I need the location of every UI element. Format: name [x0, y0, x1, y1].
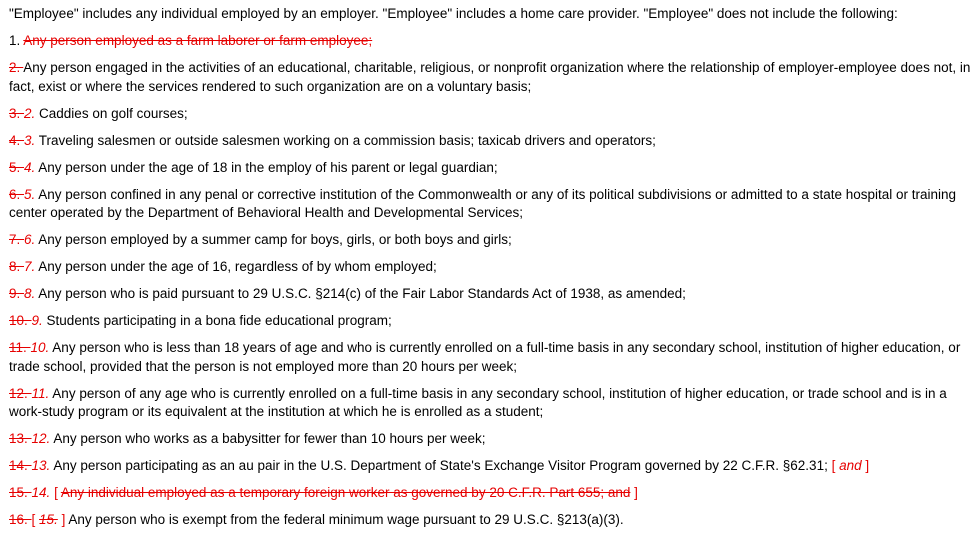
- text-segment-bracket: ]: [861, 458, 870, 473]
- text-segment-del: 3.: [9, 105, 25, 121]
- text-segment-del: 12.: [9, 385, 32, 401]
- text-segment-plain: Any person who is paid pursuant to 29 U.S.C. §214(c) of the Fair Labor Standards Act of 1938, as amended;: [35, 286, 686, 301]
- text-segment-del: 16.: [9, 512, 32, 527]
- text-segment-ins: 7.: [24, 259, 36, 274]
- text-segment-plain: Any person employed by a summer camp for boys, girls, or both boys and girls;: [35, 232, 512, 247]
- item-5: [9, 159, 971, 178]
- text-segment-del: 2.: [9, 60, 24, 75]
- text-segment-bracket: [: [31, 512, 40, 527]
- text-segment-del: 8.: [9, 259, 25, 274]
- text-segment-bracket: ]: [630, 485, 638, 500]
- text-segment-del: 13.: [9, 431, 32, 446]
- text-segment-del: 7.: [9, 232, 25, 247]
- text-segment-ins: 6.: [24, 232, 36, 247]
- text-segment-ins: 2.: [24, 105, 36, 121]
- text-segment-ins: 4.: [24, 159, 36, 175]
- text-segment-plain: Any person engaged in the activities of an educational, charitable, religious, or nonprofit organization where the relationship of employer-employee does not, in fact, exist or where the services rendered to such organization are on a voluntary basis;: [9, 60, 971, 94]
- item-7: [9, 231, 971, 250]
- text-segment-plain: "Employee" includes any individual employed by an employer. "Employee" includes a home care provider. "Employee" does not include the following:: [9, 6, 898, 21]
- text-segment-del: Any person employed as a farm laborer or farm employee;: [23, 33, 373, 48]
- text-segment-plain: Traveling salesmen or outside salesmen working on a commission basis; taxicab drivers and operators;: [35, 132, 656, 148]
- item-9: [9, 285, 971, 304]
- text-segment-ins: 13.: [31, 458, 51, 473]
- item-3: [9, 105, 971, 124]
- text-segment-del: 4.: [9, 132, 25, 148]
- text-segment-del: 11.: [9, 340, 31, 355]
- text-segment-del: 14.: [9, 458, 32, 473]
- text-segment-plain: Any person confined in any penal or corrective institution of the Commonwealth or any of its political subdivisions or admitted to a state hospital or training center operated by the Department of Behavioral Health and Developmental Services;: [9, 186, 957, 220]
- text-segment-del: 15.: [9, 485, 32, 500]
- text-segment-ins: 14.: [31, 485, 51, 500]
- text-segment-ins-del: 15.: [39, 512, 58, 527]
- text-segment-plain: Caddies on golf courses;: [35, 105, 188, 121]
- text-segment-plain: Any person participating as an au pair in the U.S. Department of State's Exchange Visitor Program governed by 22 C.F.R. §62.31;: [50, 458, 832, 473]
- text-segment-ins: 5.: [24, 186, 36, 202]
- text-segment-ins: and: [839, 458, 862, 473]
- text-segment-plain: Any person under the age of 16, regardless of by whom employed;: [35, 259, 437, 274]
- text-segment-plain: Any person who is exempt from the federal minimum wage pursuant to 29 U.S.C. §213(a)(3).: [68, 512, 624, 527]
- text-segment-plain: Students participating in a bona fide educational program;: [42, 313, 392, 328]
- text-segment-plain: 1.: [9, 33, 24, 48]
- intro-paragraph: [9, 5, 971, 24]
- text-segment-ins: 10.: [30, 340, 50, 355]
- text-segment-del: 10.: [9, 313, 32, 328]
- item-12: [9, 385, 971, 422]
- text-segment-ins: 11.: [31, 385, 50, 401]
- item-11: [9, 339, 971, 376]
- text-segment-ins: 3.: [24, 132, 36, 148]
- item-2: [9, 59, 971, 96]
- text-segment-plain: Any person of any age who is currently enrolled on a full-time basis in any secondary school, institution of higher education, or trade school and is in a work-study program or its equivalent at the institution at which he is enrolled as a student;: [9, 385, 947, 419]
- text-segment-del: 6.: [9, 186, 25, 202]
- text-segment-bracket: [: [831, 458, 840, 473]
- item-10: [9, 312, 971, 331]
- text-segment-ins: 9.: [31, 313, 43, 328]
- text-segment-del: Any individual employed as a temporary foreign worker as governed by 20 C.F.R. Part 655; and: [60, 485, 631, 500]
- item-14: [9, 457, 971, 476]
- text-segment-ins: 12.: [31, 431, 51, 446]
- text-segment-bracket: ]: [57, 512, 69, 527]
- document-body: [9, 5, 971, 530]
- text-segment-plain: Any person who is less than 18 years of age and who is currently enrolled on a full-time basis in any secondary school, institution of higher education, or trade school, provided that the person is not employed more than 20 hours per week;: [9, 340, 961, 374]
- text-segment-plain: Any person under the age of 18 in the employ of his parent or legal guardian;: [35, 159, 498, 175]
- text-segment-del: 5.: [9, 159, 25, 175]
- item-4: [9, 132, 971, 151]
- text-segment-plain: Any person who works as a babysitter for fewer than 10 hours per week;: [50, 431, 486, 446]
- item-1: [9, 32, 971, 51]
- item-8: [9, 258, 971, 277]
- item-16: [9, 511, 971, 530]
- text-segment-bracket: [: [54, 485, 61, 500]
- item-15: [9, 484, 971, 503]
- item-13: [9, 430, 971, 449]
- text-segment-del: 9.: [9, 286, 25, 301]
- item-6: [9, 186, 971, 223]
- text-segment-ins: 8.: [24, 286, 36, 301]
